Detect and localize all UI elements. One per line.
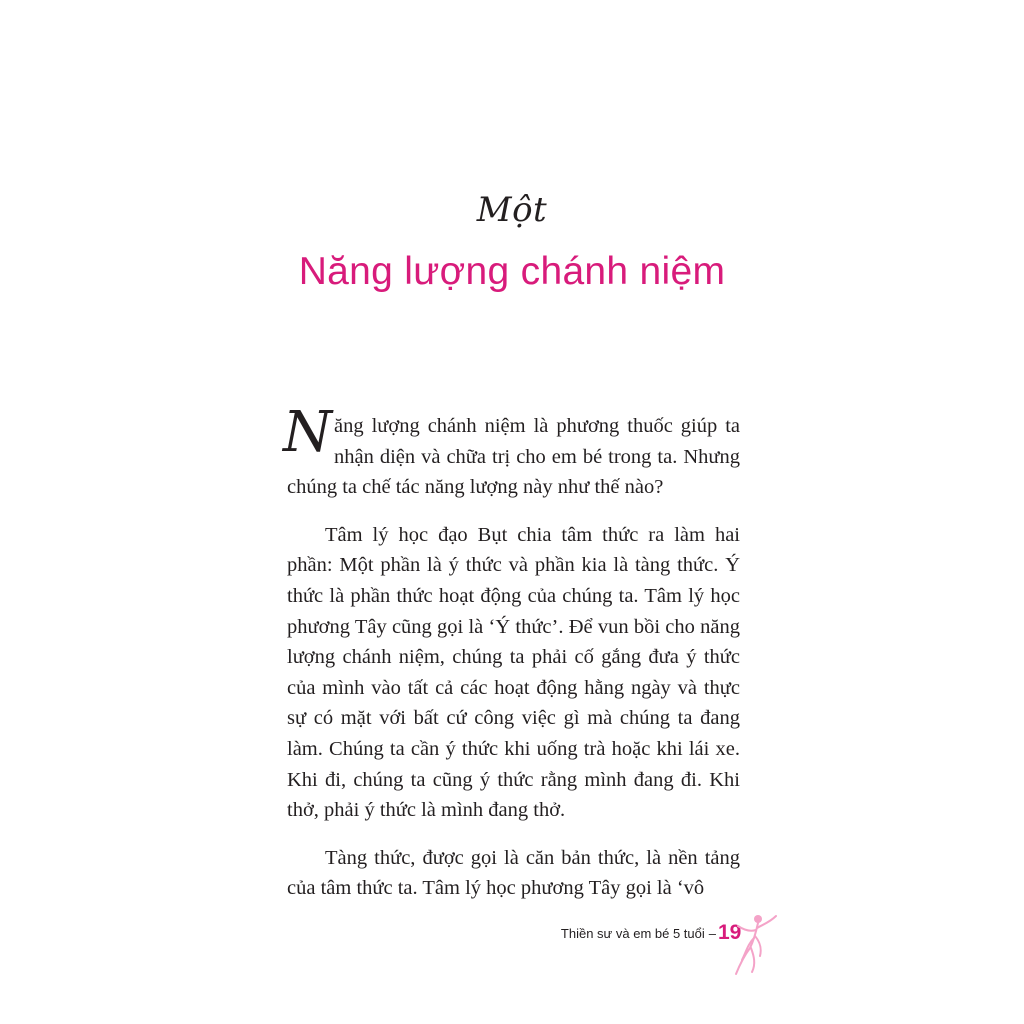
- footer-book-title: Thiền sư và em bé 5 tuổi: [560, 926, 705, 941]
- running-footer: [0, 926, 720, 941]
- paragraph-1: [283, 400, 740, 503]
- chapter-number: Một: [476, 190, 548, 230]
- paragraph-3: Tàng thức, được gọi là căn bản thức, là nền tảng của tâm thức ta. Tâm lý học phương Tây gọi là ‘vô: [287, 846, 740, 900]
- page-number: 19: [718, 921, 742, 944]
- body-text: [283, 400, 740, 921]
- chapter-title: Năng lượng chánh niệm: [298, 250, 726, 293]
- paragraph-2: Tâm lý học đạo Bụt chia tâm thức ra làm hai phần: Một phần là ý thức và phần kia là tàng thức. Ý thức là phần thức hoạt động của chúng ta. Tâm lý học phương Tây cũng gọi là ‘Ý thức’. Để vun bồi cho năng lượng chánh niệm, chúng ta phải cố gắng đưa ý thức của mình vào tất cả các hoạt động hằng ngày và thực sự có mặt với bất cứ công việc gì mà chúng ta đang làm. Chúng ta cần ý thức khi uống trà hoặc khi lái xe. Khi đi, chúng ta cũng ý thức rằng mình đang đi. Khi thở, phải ý thức là mình đang thở.: [287, 523, 740, 822]
- drop-cap: N: [283, 400, 332, 465]
- footer-separator: –: [708, 926, 716, 941]
- paragraph-1-text: ăng lượng chánh niệm là phương thuốc giúp ta nhận diện và chữa trị cho em bé trong ta. Nhưng chúng ta chế tác năng lượng này như thế nào?: [287, 415, 740, 499]
- dancing-figure-icon: [734, 912, 778, 978]
